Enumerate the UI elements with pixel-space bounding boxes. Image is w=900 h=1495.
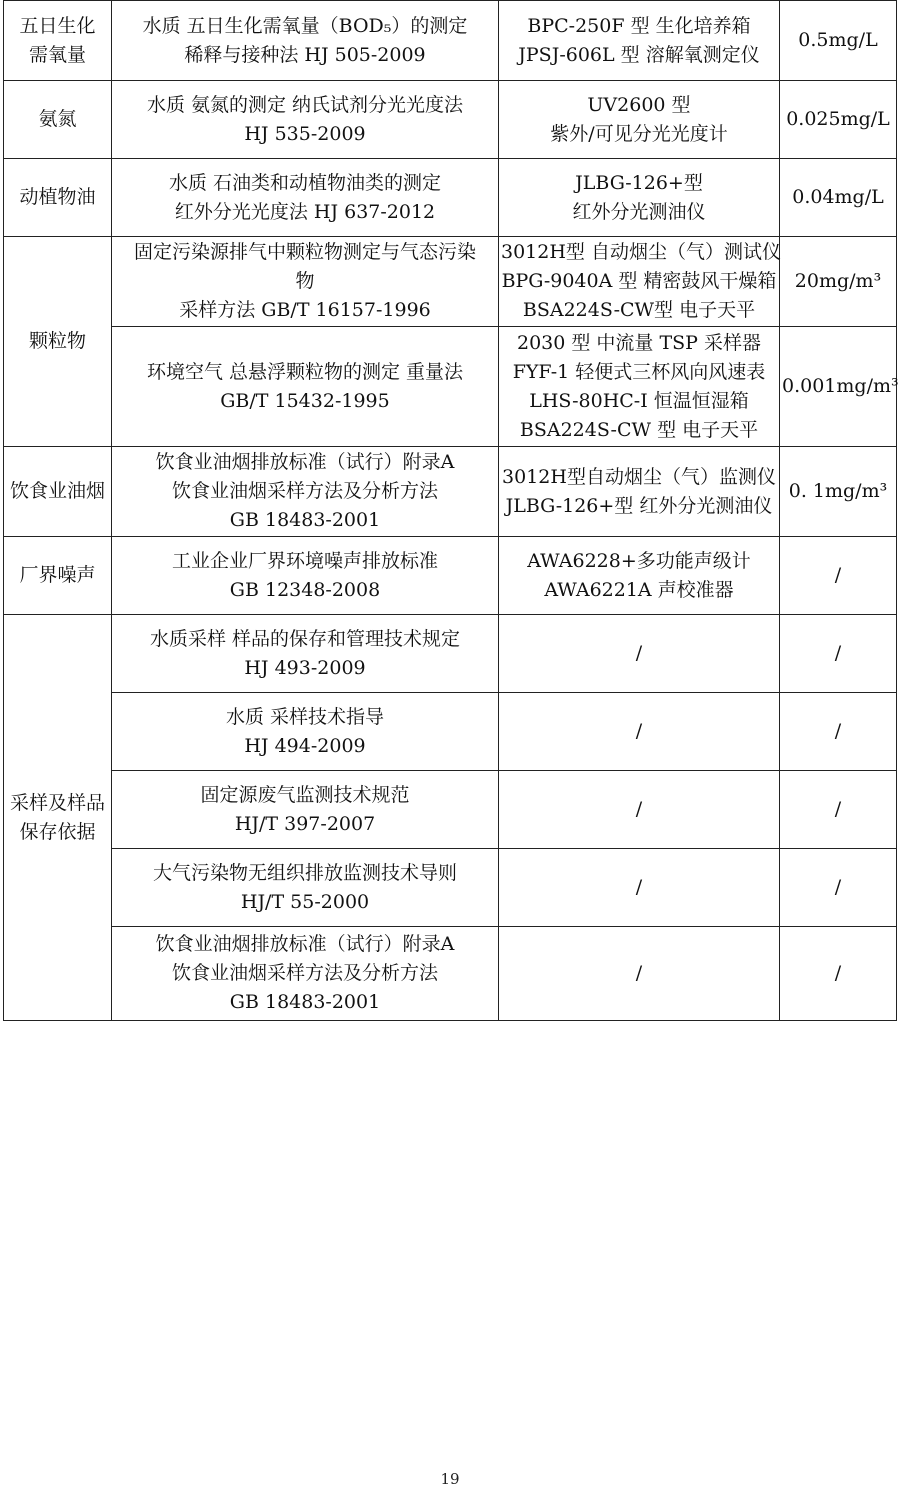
table-row (4, 771, 897, 849)
limit-cell (780, 327, 897, 447)
limit-cell (780, 447, 897, 537)
limit-cell (780, 693, 897, 771)
method-line: HJ/T 55-2000 (240, 890, 370, 913)
limit-cell (780, 849, 897, 927)
table-row (4, 447, 897, 537)
limit-value: 20mg/m³ (794, 270, 882, 292)
table-row (4, 1, 897, 81)
method-line: 固定污染源排气中颗粒物测定与气态污染 (133, 241, 476, 263)
method-cell (112, 771, 499, 849)
instrument-line: JLBG-126+型 (575, 171, 703, 194)
instrument-line: AWA6221A 声校准器 (544, 578, 734, 601)
method-line: 水质采样 样品的保存和管理技术规定 (149, 627, 461, 650)
instrument-line: 紫外/可见分光光度计 (550, 122, 728, 145)
table-row (4, 693, 897, 771)
instrument-line: 3012H型 自动烟尘（气）测试仪 (501, 241, 781, 263)
method-cell (112, 1, 499, 81)
method-line: 水质 石油类和动植物油类的测定 (168, 171, 442, 194)
table-row (4, 327, 897, 447)
instrument-line: / (635, 798, 643, 820)
item-cell (4, 447, 112, 537)
table-row (4, 159, 897, 237)
method-line: 水质 五日生化需氧量（BOD₅）的测定 (142, 14, 468, 37)
item-cell (4, 1, 112, 81)
limit-value: 0.04mg/L (792, 186, 884, 208)
instrument-line: BPG-9040A 型 精密鼓风干燥箱 (501, 270, 777, 292)
instrument-line: 2030 型 中流量 TSP 采样器 (517, 331, 761, 354)
method-line: 饮食业油烟排放标准（试行）附录A (155, 451, 455, 473)
method-line: GB 18483-2001 (229, 509, 381, 531)
method-line: HJ 494-2009 (244, 734, 366, 757)
method-line: GB 18483-2001 (229, 991, 381, 1013)
limit-value: 0. 1mg/m³ (788, 480, 888, 502)
method-line: 采样方法 GB/T 16157-1996 (179, 299, 431, 321)
instrument-cell (499, 159, 780, 237)
method-line: 大气污染物无组织排放监测技术导则 (152, 861, 457, 884)
instrument-cell (499, 615, 780, 693)
item-label: 动植物油 (19, 186, 96, 208)
instrument-line: / (635, 876, 643, 898)
limit-value: / (834, 720, 842, 742)
instrument-line: LHS-80HC-I 恒温恒湿箱 (529, 389, 749, 412)
instrument-line: BSA224S-CW 型 电子天平 (519, 418, 759, 441)
method-cell (112, 327, 499, 447)
instrument-cell (499, 771, 780, 849)
limit-value: 0.025mg/L (786, 108, 890, 130)
method-line: 环境空气 总悬浮颗粒物的测定 重量法 (146, 360, 464, 383)
method-cell (112, 81, 499, 159)
table-row (4, 537, 897, 615)
item-cell (4, 81, 112, 159)
instrument-line: / (635, 642, 643, 664)
method-cell (112, 237, 499, 327)
instrument-line: / (635, 720, 643, 742)
item-label: 厂界噪声 (19, 564, 96, 586)
method-line: HJ 535-2009 (244, 122, 366, 145)
instrument-line: BPC-250F 型 生化培养箱 (527, 14, 751, 37)
table-row (4, 927, 897, 1021)
item-label: 需氧量 (28, 43, 86, 66)
method-line: 饮食业油烟排放标准（试行）附录A (155, 933, 455, 955)
limit-cell (780, 159, 897, 237)
method-line: 工业企业厂界环境噪声排放标准 (171, 549, 438, 572)
item-cell (4, 237, 112, 447)
method-line: 饮食业油烟采样方法及分析方法 (171, 480, 438, 502)
instrument-line: 3012H型自动烟尘（气）监测仪 (502, 465, 776, 488)
instrument-line: 红外分光测油仪 (572, 200, 706, 223)
method-line: HJ/T 397-2007 (234, 812, 376, 835)
table-row (4, 81, 897, 159)
instrument-line: AWA6228+多功能声级计 (527, 549, 751, 572)
instrument-cell (499, 447, 780, 537)
method-table (3, 0, 897, 1021)
limit-cell (780, 1, 897, 81)
table-row (4, 237, 897, 327)
limit-value: 0.5mg/L (798, 29, 878, 51)
item-cell (4, 537, 112, 615)
method-cell (112, 447, 499, 537)
item-label: 采样及样品 (9, 791, 105, 814)
instrument-line: FYF-1 轻便式三杯风向风速表 (512, 360, 766, 383)
table-row (4, 849, 897, 927)
instrument-cell (499, 927, 780, 1021)
item-cell (4, 615, 112, 1021)
limit-value: / (834, 642, 842, 664)
method-line: 物 (295, 270, 315, 292)
instrument-cell (499, 849, 780, 927)
method-line: GB/T 15432-1995 (220, 389, 390, 412)
instrument-cell (499, 537, 780, 615)
item-label: 颗粒物 (28, 330, 86, 352)
limit-cell (780, 927, 897, 1021)
page-number: 19 (440, 1470, 460, 1488)
instrument-line: JPSJ-606L 型 溶解氧测定仪 (518, 43, 760, 66)
instrument-cell (499, 693, 780, 771)
method-line: GB 12348-2008 (229, 578, 381, 601)
method-line: 水质 采样技术指导 (225, 705, 385, 728)
method-cell (112, 537, 499, 615)
method-cell (112, 615, 499, 693)
method-cell (112, 693, 499, 771)
limit-cell (780, 771, 897, 849)
method-line: 稀释与接种法 HJ 505-2009 (184, 43, 426, 66)
limit-value: / (834, 564, 842, 586)
item-label: 饮食业油烟 (9, 480, 105, 502)
instrument-cell (499, 237, 780, 327)
method-line: HJ 493-2009 (244, 656, 366, 679)
method-line: 饮食业油烟采样方法及分析方法 (171, 962, 438, 984)
item-label: 五日生化 (19, 14, 96, 37)
limit-value: 0.001mg/m³ (782, 375, 899, 397)
method-line: 红外分光光度法 HJ 637-2012 (174, 200, 436, 223)
limit-value: / (834, 798, 842, 820)
limit-value: / (834, 962, 842, 984)
method-line: 固定源废气监测技术规范 (200, 783, 410, 806)
method-cell (112, 849, 499, 927)
instrument-cell (499, 327, 780, 447)
limit-cell (780, 615, 897, 693)
item-label: 氨氮 (38, 108, 77, 130)
instrument-line: BSA224S-CW型 电子天平 (522, 299, 756, 321)
instrument-cell (499, 1, 780, 81)
item-cell (4, 159, 112, 237)
limit-cell (780, 537, 897, 615)
instrument-line: UV2600 型 (587, 93, 691, 116)
method-line: 水质 氨氮的测定 纳氏试剂分光光度法 (146, 93, 464, 116)
table-row (4, 615, 897, 693)
limit-cell (780, 237, 897, 327)
item-label: 保存依据 (19, 820, 96, 843)
limit-value: / (834, 876, 842, 898)
instrument-cell (499, 81, 780, 159)
method-cell (112, 927, 499, 1021)
method-cell (112, 159, 499, 237)
limit-cell (780, 81, 897, 159)
instrument-line: / (635, 962, 643, 984)
instrument-line: JLBG-126+型 红外分光测油仪 (505, 494, 773, 517)
